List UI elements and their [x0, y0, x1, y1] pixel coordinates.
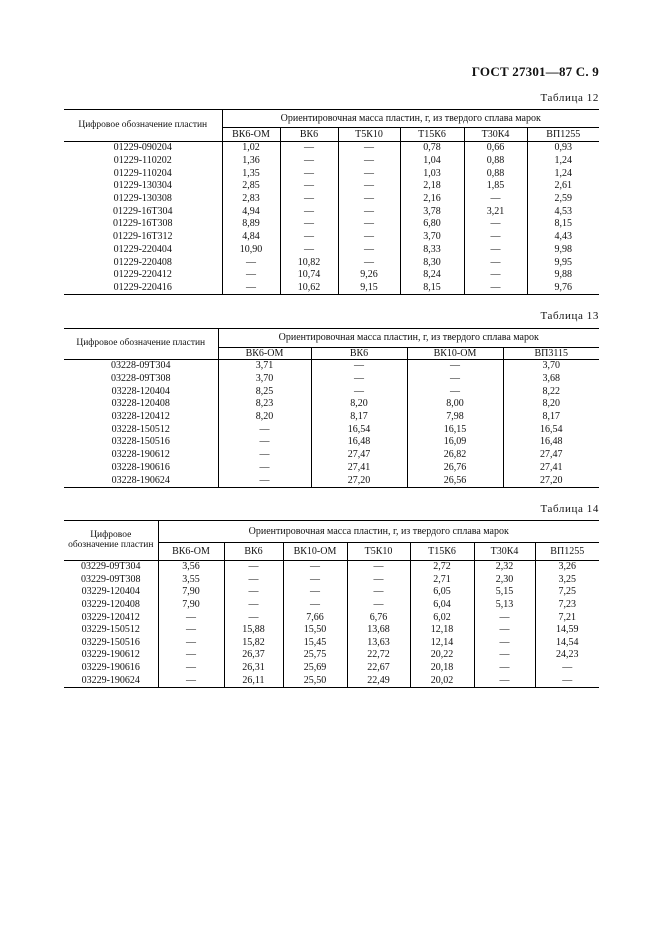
mass-value-cell: 3,71: [218, 360, 311, 373]
mass-value-cell: —: [347, 599, 410, 612]
mass-value-cell: 0,66: [464, 142, 527, 155]
mass-value-cell: 3,21: [464, 205, 527, 218]
mass-value-cell: 2,61: [527, 180, 599, 193]
mass-value-cell: 3,55: [158, 574, 224, 587]
mass-value-cell: —: [464, 193, 527, 206]
mass-value-cell: 6,80: [400, 218, 464, 231]
mass-value-cell: 4,53: [527, 205, 599, 218]
mass-value-cell: 2,30: [474, 574, 535, 587]
mass-value-cell: 8,89: [222, 218, 280, 231]
mass-value-cell: —: [347, 561, 410, 574]
plate-code-cell: 03228-150512: [111, 423, 170, 435]
table-row: [64, 373, 599, 386]
mass-value-cell: 16,48: [503, 436, 599, 449]
mass-value-cell: —: [218, 423, 311, 436]
mass-value-cell: —: [224, 574, 283, 587]
mass-value-cell: —: [338, 142, 400, 155]
mass-value-cell: 7,90: [158, 586, 224, 599]
table-row: [64, 574, 599, 587]
mass-value-cell: —: [283, 561, 347, 574]
plate-code-cell: 01229-220412: [113, 269, 172, 281]
mass-value-cell: —: [283, 586, 347, 599]
mass-value-cell: 9,88: [527, 269, 599, 282]
mass-value-cell: —: [158, 674, 224, 687]
mass-value-cell: 3,78: [400, 205, 464, 218]
mass-value-cell: 8,25: [218, 385, 311, 398]
plate-code-cell: 03228-150516: [111, 436, 170, 448]
table-row: [64, 449, 599, 462]
mass-value-cell: —: [222, 256, 280, 269]
mass-value-cell: —: [407, 373, 503, 386]
mass-value-cell: —: [224, 611, 283, 624]
mass-value-cell: 0,88: [464, 155, 527, 168]
plate-code-cell: 01229-130304: [113, 180, 172, 192]
mass-value-cell: 8,33: [400, 244, 464, 257]
code-column-header: Цифровое обозначение пластин: [64, 110, 222, 142]
mass-value-cell: —: [280, 218, 338, 231]
mass-value-cell: 4,94: [222, 205, 280, 218]
plate-code-cell: 01229-110202: [113, 155, 172, 167]
mass-value-cell: 27,47: [503, 449, 599, 462]
mass-value-cell: —: [474, 637, 535, 650]
mass-value-cell: 16,54: [503, 423, 599, 436]
plate-code-cell: 03228-190612: [111, 449, 170, 461]
code-column-header: Цифровое обозначение пластин: [64, 329, 218, 360]
table-row: [64, 256, 599, 269]
mass-value-cell: 20,18: [410, 662, 474, 675]
table-row: [64, 624, 599, 637]
table-row: [64, 218, 599, 231]
table-12-caption: Таблица 12: [540, 92, 599, 104]
plate-code-cell: 01229-220404: [113, 243, 172, 255]
mass-value-cell: 15,50: [283, 624, 347, 637]
table-row: [64, 269, 599, 282]
table-row: [64, 193, 599, 206]
plate-code-cell: 01229-16T312: [113, 231, 173, 243]
mass-value-cell: —: [222, 282, 280, 295]
table-row: [64, 462, 599, 475]
mass-value-cell: 8,20: [218, 411, 311, 424]
plate-code-cell: 01229-220416: [64, 282, 222, 295]
mass-value-cell: —: [218, 462, 311, 475]
plate-code-cell: 01229-16T308: [113, 218, 173, 230]
mass-value-cell: —: [224, 561, 283, 574]
table-14: [64, 520, 599, 688]
table-14-caption: Таблица 14: [540, 503, 599, 515]
mass-value-cell: —: [280, 231, 338, 244]
mass-value-cell: —: [474, 611, 535, 624]
column-header: ВК6: [224, 543, 283, 561]
mass-value-cell: 26,37: [224, 649, 283, 662]
mass-value-cell: —: [280, 180, 338, 193]
plate-code-cell: 03228-120408: [111, 398, 170, 410]
mass-value-cell: —: [158, 662, 224, 675]
mass-value-cell: —: [338, 193, 400, 206]
mass-value-cell: 1,85: [464, 180, 527, 193]
mass-value-cell: —: [338, 256, 400, 269]
mass-value-cell: 1,35: [222, 167, 280, 180]
mass-value-cell: 2,18: [400, 180, 464, 193]
mass-value-cell: —: [283, 574, 347, 587]
plate-code-cell: 03229-120408: [81, 599, 140, 611]
column-header: ВК10-ОМ: [283, 543, 347, 561]
mass-value-cell: —: [280, 244, 338, 257]
mass-value-cell: 8,17: [311, 411, 407, 424]
mass-value-cell: 3,68: [503, 373, 599, 386]
mass-value-cell: 8,17: [503, 411, 599, 424]
plate-code-cell: 03229-150512: [81, 624, 140, 636]
column-header: ВК6: [311, 348, 407, 360]
table-row: [64, 167, 599, 180]
mass-value-cell: 1,24: [527, 155, 599, 168]
mass-value-cell: 2,72: [410, 561, 474, 574]
mass-value-cell: 9,15: [338, 282, 400, 295]
table-13: [64, 328, 599, 488]
mass-value-cell: 16,54: [311, 423, 407, 436]
mass-value-cell: 2,59: [527, 193, 599, 206]
code-column-header: Цифровое обозначение пластин: [64, 521, 158, 561]
mass-value-cell: 1,03: [400, 167, 464, 180]
mass-value-cell: 25,69: [283, 662, 347, 675]
table-row: [64, 231, 599, 244]
column-header: ВК6: [280, 128, 338, 142]
mass-value-cell: —: [311, 373, 407, 386]
mass-value-cell: —: [474, 674, 535, 687]
plate-code-cell: 01229-220408: [113, 256, 172, 268]
mass-value-cell: —: [464, 282, 527, 295]
mass-group-header: Ориентировочная масса пластин, г, из твердого сплава марок: [222, 110, 599, 128]
mass-value-cell: 27,47: [311, 449, 407, 462]
column-header: ВК6-ОМ: [222, 128, 280, 142]
mass-value-cell: 6,76: [347, 611, 410, 624]
table-row: [64, 586, 599, 599]
mass-value-cell: —: [407, 360, 503, 373]
column-header: Т15К6: [400, 128, 464, 142]
mass-value-cell: 8,20: [311, 398, 407, 411]
plate-code-cell: 03229-120412: [81, 611, 140, 623]
mass-value-cell: 2,16: [400, 193, 464, 206]
mass-value-cell: 22,72: [347, 649, 410, 662]
mass-value-cell: —: [280, 142, 338, 155]
plate-code-cell: 03228-09T304: [111, 360, 171, 372]
plate-code-cell: 03228-09T308: [111, 373, 171, 385]
mass-value-cell: —: [283, 599, 347, 612]
table-row: [64, 637, 599, 650]
plate-code-cell: 03229-190612: [81, 649, 140, 661]
mass-value-cell: —: [338, 231, 400, 244]
mass-value-cell: 26,82: [407, 449, 503, 462]
column-header: ВП1255: [535, 543, 599, 561]
mass-value-cell: 4,43: [527, 231, 599, 244]
mass-value-cell: 7,98: [407, 411, 503, 424]
column-header: Т5К10: [347, 543, 410, 561]
mass-value-cell: 14,59: [535, 624, 599, 637]
plate-code-cell: 03229-09T308: [81, 573, 141, 585]
mass-value-cell: 25,75: [283, 649, 347, 662]
mass-value-cell: 10,90: [222, 244, 280, 257]
mass-value-cell: —: [224, 586, 283, 599]
table-row: [64, 423, 599, 436]
mass-value-cell: —: [280, 155, 338, 168]
table-row: [64, 561, 599, 574]
column-header: Т30К4: [474, 543, 535, 561]
column-header: ВК6-ОМ: [218, 348, 311, 360]
mass-value-cell: —: [280, 167, 338, 180]
table-row: [64, 398, 599, 411]
mass-value-cell: 25,50: [283, 674, 347, 687]
plate-code-cell: 01229-130308: [113, 193, 172, 205]
mass-value-cell: —: [338, 244, 400, 257]
mass-value-cell: —: [464, 256, 527, 269]
mass-value-cell: 3,70: [503, 360, 599, 373]
table-row: [64, 360, 599, 373]
mass-value-cell: —: [218, 436, 311, 449]
mass-value-cell: 8,22: [503, 385, 599, 398]
column-header: ВК6-ОМ: [158, 543, 224, 561]
mass-value-cell: —: [464, 244, 527, 257]
mass-value-cell: 0,93: [527, 142, 599, 155]
mass-value-cell: —: [338, 155, 400, 168]
mass-value-cell: 20,22: [410, 649, 474, 662]
mass-value-cell: —: [218, 449, 311, 462]
mass-value-cell: 8,23: [218, 398, 311, 411]
mass-value-cell: 15,45: [283, 637, 347, 650]
mass-value-cell: —: [535, 674, 599, 687]
mass-value-cell: 8,15: [400, 282, 464, 295]
plate-code-cell: 03229-120404: [81, 586, 140, 598]
plate-code-cell: 03228-190616: [111, 461, 170, 473]
mass-value-cell: 12,14: [410, 637, 474, 650]
mass-value-cell: 26,76: [407, 462, 503, 475]
plate-code-cell: 01229-090204: [113, 142, 172, 154]
mass-value-cell: 9,76: [527, 282, 599, 295]
table-row: [64, 205, 599, 218]
mass-value-cell: —: [311, 360, 407, 373]
mass-value-cell: 3,70: [218, 373, 311, 386]
table-row: [64, 282, 599, 295]
mass-value-cell: —: [158, 624, 224, 637]
plate-code-cell: 03229-09T304: [81, 561, 141, 573]
mass-value-cell: 2,71: [410, 574, 474, 587]
mass-value-cell: —: [338, 180, 400, 193]
mass-value-cell: 1,04: [400, 155, 464, 168]
table-row: [64, 385, 599, 398]
mass-value-cell: —: [474, 662, 535, 675]
mass-value-cell: 13,63: [347, 637, 410, 650]
mass-value-cell: 3,25: [535, 574, 599, 587]
mass-value-cell: 9,98: [527, 244, 599, 257]
mass-value-cell: 8,00: [407, 398, 503, 411]
plate-code-cell: 03229-190616: [81, 662, 140, 674]
mass-value-cell: —: [280, 205, 338, 218]
mass-value-cell: 6,05: [410, 586, 474, 599]
plate-code-cell: 03228-190624: [64, 474, 218, 487]
mass-value-cell: —: [158, 637, 224, 650]
column-header: ВК10-ОМ: [407, 348, 503, 360]
mass-value-cell: 7,90: [158, 599, 224, 612]
mass-value-cell: 7,21: [535, 611, 599, 624]
mass-value-cell: —: [474, 649, 535, 662]
mass-value-cell: 10,74: [280, 269, 338, 282]
mass-value-cell: —: [158, 649, 224, 662]
column-header: ВП3115: [503, 348, 599, 360]
mass-value-cell: —: [464, 218, 527, 231]
mass-value-cell: 3,26: [535, 561, 599, 574]
mass-value-cell: —: [218, 474, 311, 487]
mass-value-cell: 16,09: [407, 436, 503, 449]
column-header: Т5К10: [338, 128, 400, 142]
mass-value-cell: 26,31: [224, 662, 283, 675]
table-row: [64, 474, 599, 487]
mass-value-cell: 0,78: [400, 142, 464, 155]
mass-value-cell: 9,95: [527, 256, 599, 269]
table-row: [64, 180, 599, 193]
mass-value-cell: —: [311, 385, 407, 398]
mass-value-cell: 13,68: [347, 624, 410, 637]
table-row: [64, 674, 599, 687]
mass-value-cell: 10,62: [280, 282, 338, 295]
mass-value-cell: 8,24: [400, 269, 464, 282]
table-row: [64, 599, 599, 612]
document-reference: ГОСТ 27301—87 С. 9: [471, 64, 599, 79]
mass-value-cell: 27,41: [503, 462, 599, 475]
mass-value-cell: 14,54: [535, 637, 599, 650]
mass-value-cell: 26,11: [224, 674, 283, 687]
plate-code-cell: 01229-16T304: [113, 205, 173, 217]
mass-value-cell: 27,20: [503, 474, 599, 487]
mass-value-cell: 6,02: [410, 611, 474, 624]
mass-value-cell: —: [347, 574, 410, 587]
mass-value-cell: —: [407, 385, 503, 398]
mass-value-cell: 1,36: [222, 155, 280, 168]
mass-group-header: Ориентировочная масса пластин, г, из твердого сплава марок: [158, 521, 599, 543]
mass-value-cell: —: [338, 218, 400, 231]
mass-value-cell: 10,82: [280, 256, 338, 269]
mass-value-cell: —: [338, 205, 400, 218]
mass-value-cell: 2,83: [222, 193, 280, 206]
mass-value-cell: 12,18: [410, 624, 474, 637]
table-13-caption: Таблица 13: [540, 310, 599, 322]
mass-value-cell: 5,15: [474, 586, 535, 599]
mass-value-cell: 15,88: [224, 624, 283, 637]
mass-value-cell: 6,04: [410, 599, 474, 612]
mass-value-cell: —: [224, 599, 283, 612]
mass-value-cell: 8,20: [503, 398, 599, 411]
mass-value-cell: —: [158, 611, 224, 624]
mass-value-cell: 4,84: [222, 231, 280, 244]
mass-value-cell: 3,70: [400, 231, 464, 244]
plate-code-cell: 03228-120412: [111, 411, 170, 423]
table-row: [64, 244, 599, 257]
table-row: [64, 611, 599, 624]
mass-value-cell: 24,23: [535, 649, 599, 662]
mass-value-cell: 7,23: [535, 599, 599, 612]
column-header: Т30К4: [464, 128, 527, 142]
mass-value-cell: —: [464, 231, 527, 244]
table-row: [64, 649, 599, 662]
table-row: [64, 155, 599, 168]
mass-value-cell: 5,13: [474, 599, 535, 612]
mass-value-cell: 9,26: [338, 269, 400, 282]
mass-value-cell: 8,15: [527, 218, 599, 231]
mass-value-cell: 1,24: [527, 167, 599, 180]
mass-value-cell: —: [222, 269, 280, 282]
column-header: ВП1255: [527, 128, 599, 142]
mass-value-cell: 27,20: [311, 474, 407, 487]
plate-code-cell: 03229-150516: [81, 636, 140, 648]
mass-value-cell: —: [347, 586, 410, 599]
table-12: [64, 109, 599, 295]
mass-value-cell: —: [474, 624, 535, 637]
mass-value-cell: —: [535, 662, 599, 675]
mass-value-cell: 22,49: [347, 674, 410, 687]
column-header: Т15К6: [410, 543, 474, 561]
mass-value-cell: 0,88: [464, 167, 527, 180]
table-row: [64, 142, 599, 155]
mass-value-cell: 3,56: [158, 561, 224, 574]
table-row: [64, 411, 599, 424]
plate-code-cell: 03229-190624: [64, 674, 158, 687]
table-row: [64, 662, 599, 675]
mass-value-cell: 27,41: [311, 462, 407, 475]
table-row: [64, 436, 599, 449]
mass-value-cell: 1,02: [222, 142, 280, 155]
mass-value-cell: 7,25: [535, 586, 599, 599]
mass-value-cell: 2,32: [474, 561, 535, 574]
mass-value-cell: 26,56: [407, 474, 503, 487]
mass-value-cell: 16,48: [311, 436, 407, 449]
mass-value-cell: 8,30: [400, 256, 464, 269]
mass-value-cell: 7,66: [283, 611, 347, 624]
mass-value-cell: —: [280, 193, 338, 206]
mass-value-cell: 2,85: [222, 180, 280, 193]
mass-group-header: Ориентировочная масса пластин, г, из твердого сплава марок: [218, 329, 599, 348]
mass-value-cell: 20,02: [410, 674, 474, 687]
mass-value-cell: 16,15: [407, 423, 503, 436]
plate-code-cell: 03228-120404: [111, 385, 170, 397]
plate-code-cell: 01229-110204: [113, 167, 172, 179]
mass-value-cell: 22,67: [347, 662, 410, 675]
mass-value-cell: —: [338, 167, 400, 180]
mass-value-cell: —: [464, 269, 527, 282]
mass-value-cell: 15,82: [224, 637, 283, 650]
